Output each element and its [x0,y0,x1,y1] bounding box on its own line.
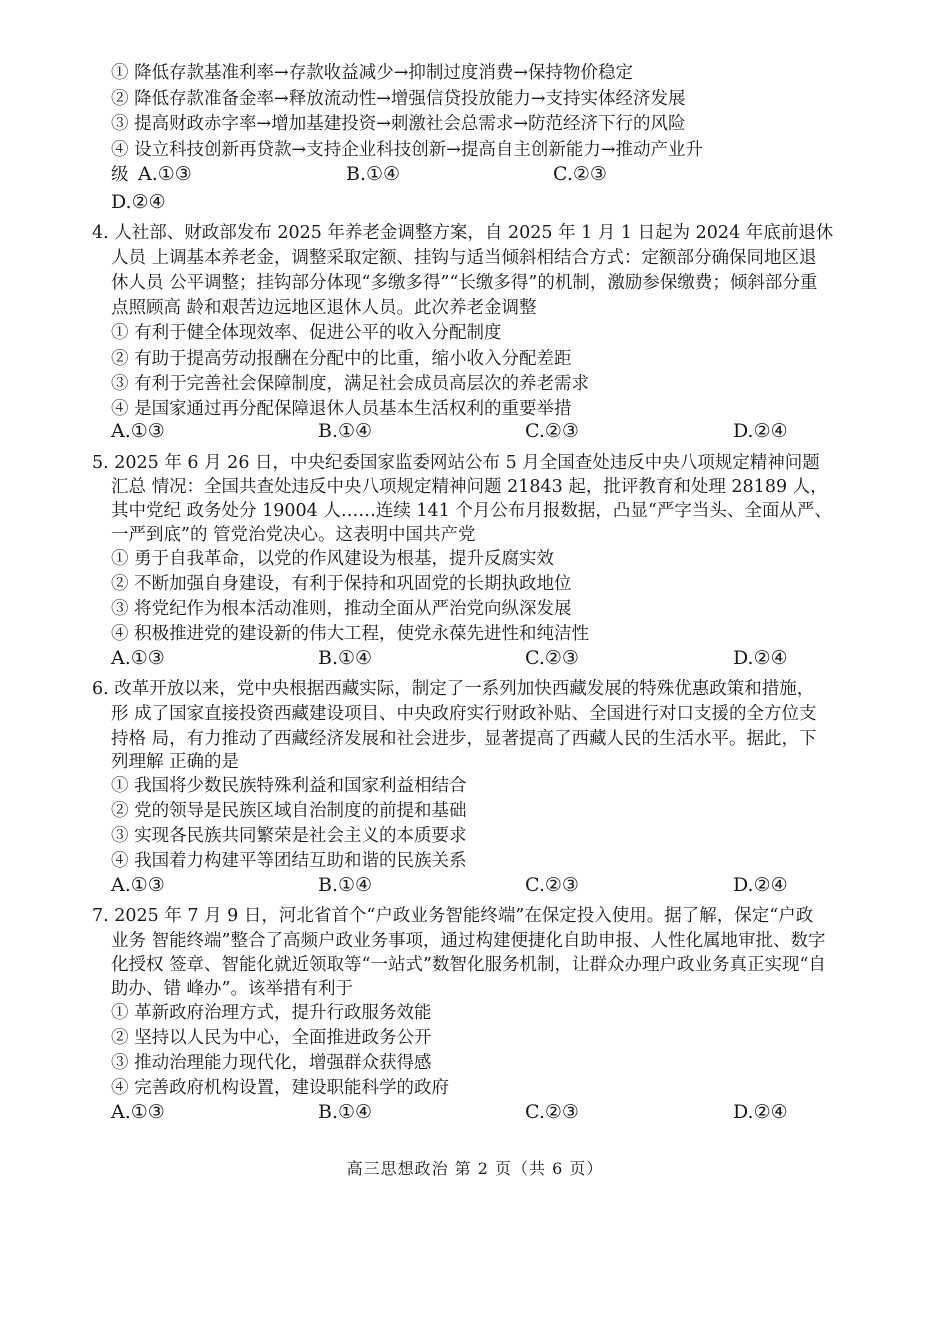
q5-answer-d: D.②④ [733,647,788,669]
q5-stem-line-2: 汇总 情况：全国共查处违反中央八项规定精神问题 21843 起，批评教育和处理 28189 人， [111,477,828,497]
q6-answer-c: C.②③ [525,874,579,896]
q7-option-3: ③ 推动治理能力现代化，增强群众获得感 [111,1053,432,1073]
q3-answer-d: D.②④ [111,191,166,213]
q7-answer-a: A.①③ [111,1101,165,1123]
q7-option-4: ④ 完善政府机构设置，建设职能科学的政府 [111,1078,450,1098]
q5-answer-a: A.①③ [111,647,165,669]
page-footer: 高三思想政治 第 2 页（共 6 页） [346,1159,604,1178]
q3-option-2: ② 降低存款准备金率→释放流动性→增强信贷投放能力→支持实体经济发展 [111,89,686,109]
q4-answer-d: D.②④ [733,420,788,442]
q7-answer-c: C.②③ [525,1101,579,1123]
q6-option-2: ② 党的领导是民族区域自治制度的前提和基础 [111,801,467,821]
q7-option-2: ② 坚持以人民为中心，全面推进政务公开 [111,1028,432,1048]
q3-option-4-wrap: 级 [111,165,129,185]
q6-option-3: ③ 实现各民族共同繁荣是社会主义的本质要求 [111,826,467,846]
q6-stem-line-1: 6. 改革开放以来，党中央根据西藏实际，制定了一系列加快西藏发展的特殊优惠政策和措施， [92,679,815,699]
q4-option-3: ③ 有利于完善社会保障制度，满足社会成员高层次的养老需求 [111,374,590,394]
q7-stem-line-2: 业务 智能终端”整合了高频户政业务事项，通过构建便捷化自助申报、人性化属地审批、数字 [111,931,826,951]
q6-answer-a: A.①③ [111,874,165,896]
q6-answer-d: D.②④ [733,874,788,896]
q5-answer-b: B.①④ [318,647,373,669]
q7-stem-line-4: 助办、错 峰办”。该举措有利于 [111,979,354,999]
q4-stem-line-1: 4. 人社部、财政部发布 2025 年养老金调整方案，自 2025 年 1 月 1 日起为 2024 年底前退休 [92,223,834,243]
q3-option-3: ③ 提高财政赤字率→增加基建投资→刺激社会总需求→防范经济下行的风险 [111,114,686,134]
q4-option-2: ② 有助于提高劳动报酬在分配中的比重，缩小收入分配差距 [111,349,572,369]
q5-option-1: ① 勇于自我革命，以党的作风建设为根基，提升反腐实效 [111,549,555,569]
q6-stem-line-4: 列理解 正确的是 [111,752,240,772]
q3-option-1: ① 降低存款基准利率→存款收益减少→抑制过度消费→保持物价稳定 [111,63,634,83]
q3-answer-c: C.②③ [553,163,607,185]
q7-answer-d: D.②④ [733,1101,788,1123]
q4-answer-b: B.①④ [318,420,373,442]
q4-answer-a: A.①③ [111,420,165,442]
q3-answer-b: B.①④ [346,163,401,185]
q4-answer-c: C.②③ [525,420,579,442]
q5-stem-line-4: 一严到底”的 管党治党决心。这表明中国共产党 [111,525,476,545]
q5-option-3: ③ 将党纪作为根本活动准则，推动全面从严治党向纵深发展 [111,599,572,619]
q4-stem-line-2: 人员 上调基本养老金，调整采取定额、挂钩与适当倾斜相结合方式：定额部分确保同地区退 [111,248,817,268]
q7-stem-line-1: 7. 2025 年 7 月 9 日，河北省首个“户政业务智能终端”在保定投入使用。据了解，保定“户政 [92,906,814,926]
q5-answer-c: C.②③ [525,647,579,669]
q6-stem-line-2: 形 成了国家直接投资西藏建设项目、中央政府实行财政补贴、全国进行对口支援的全方位支 [111,704,817,724]
q4-option-4: ④ 是国家通过再分配保障退休人员基本生活权利的重要举措 [111,399,572,419]
q3-option-4: ④ 设立科技创新再贷款→支持企业科技创新→提高自主创新能力→推动产业升 [111,140,704,160]
q6-stem-line-3: 持格 局，有力推动了西藏经济发展和社会进步，显著提高了西藏人民的生活水平。据此，下 [111,729,817,749]
q6-answer-b: B.①④ [318,874,373,896]
q6-option-1: ① 我国将少数民族特殊利益和国家利益相结合 [111,776,467,796]
q5-option-4: ④ 积极推进党的建设新的伟大工程，使党永葆先进性和纯洁性 [111,624,590,644]
q3-answer-a: A.①③ [138,163,192,185]
q4-option-1: ① 有利于健全体现效率、促进公平的收入分配制度 [111,323,502,343]
q7-option-1: ① 革新政府治理方式，提升行政服务效能 [111,1003,432,1023]
q4-stem-line-3: 休人员 公平调整；挂钩部分体现“多缴多得”“长缴多得”的机制，激励参保缴费；倾斜部分重 [111,273,818,293]
q5-stem-line-3: 其中党纪 政务处分 19004 人……连续 141 个月公布月报数据，凸显“严字当头、全面从严、 [111,501,832,521]
q6-option-4: ④ 我国着力构建平等团结互助和谐的民族关系 [111,851,467,871]
q7-answer-b: B.①④ [318,1101,373,1123]
q5-option-2: ② 不断加强自身建设，有利于保持和巩固党的长期执政地位 [111,574,572,594]
q5-stem-line-1: 5. 2025 年 6 月 26 日，中央纪委国家监委网站公布 5 月全国查处违反中央八项规定精神问题 [92,453,820,473]
q4-stem-line-4: 点照顾高 龄和艰苦边远地区退休人员。此次养老金调整 [111,298,537,318]
q7-stem-line-3: 化授权 签章、智能化就近领取等“一站式”数智化服务机制，让群众办理户政业务真正实现“自 [111,955,826,975]
